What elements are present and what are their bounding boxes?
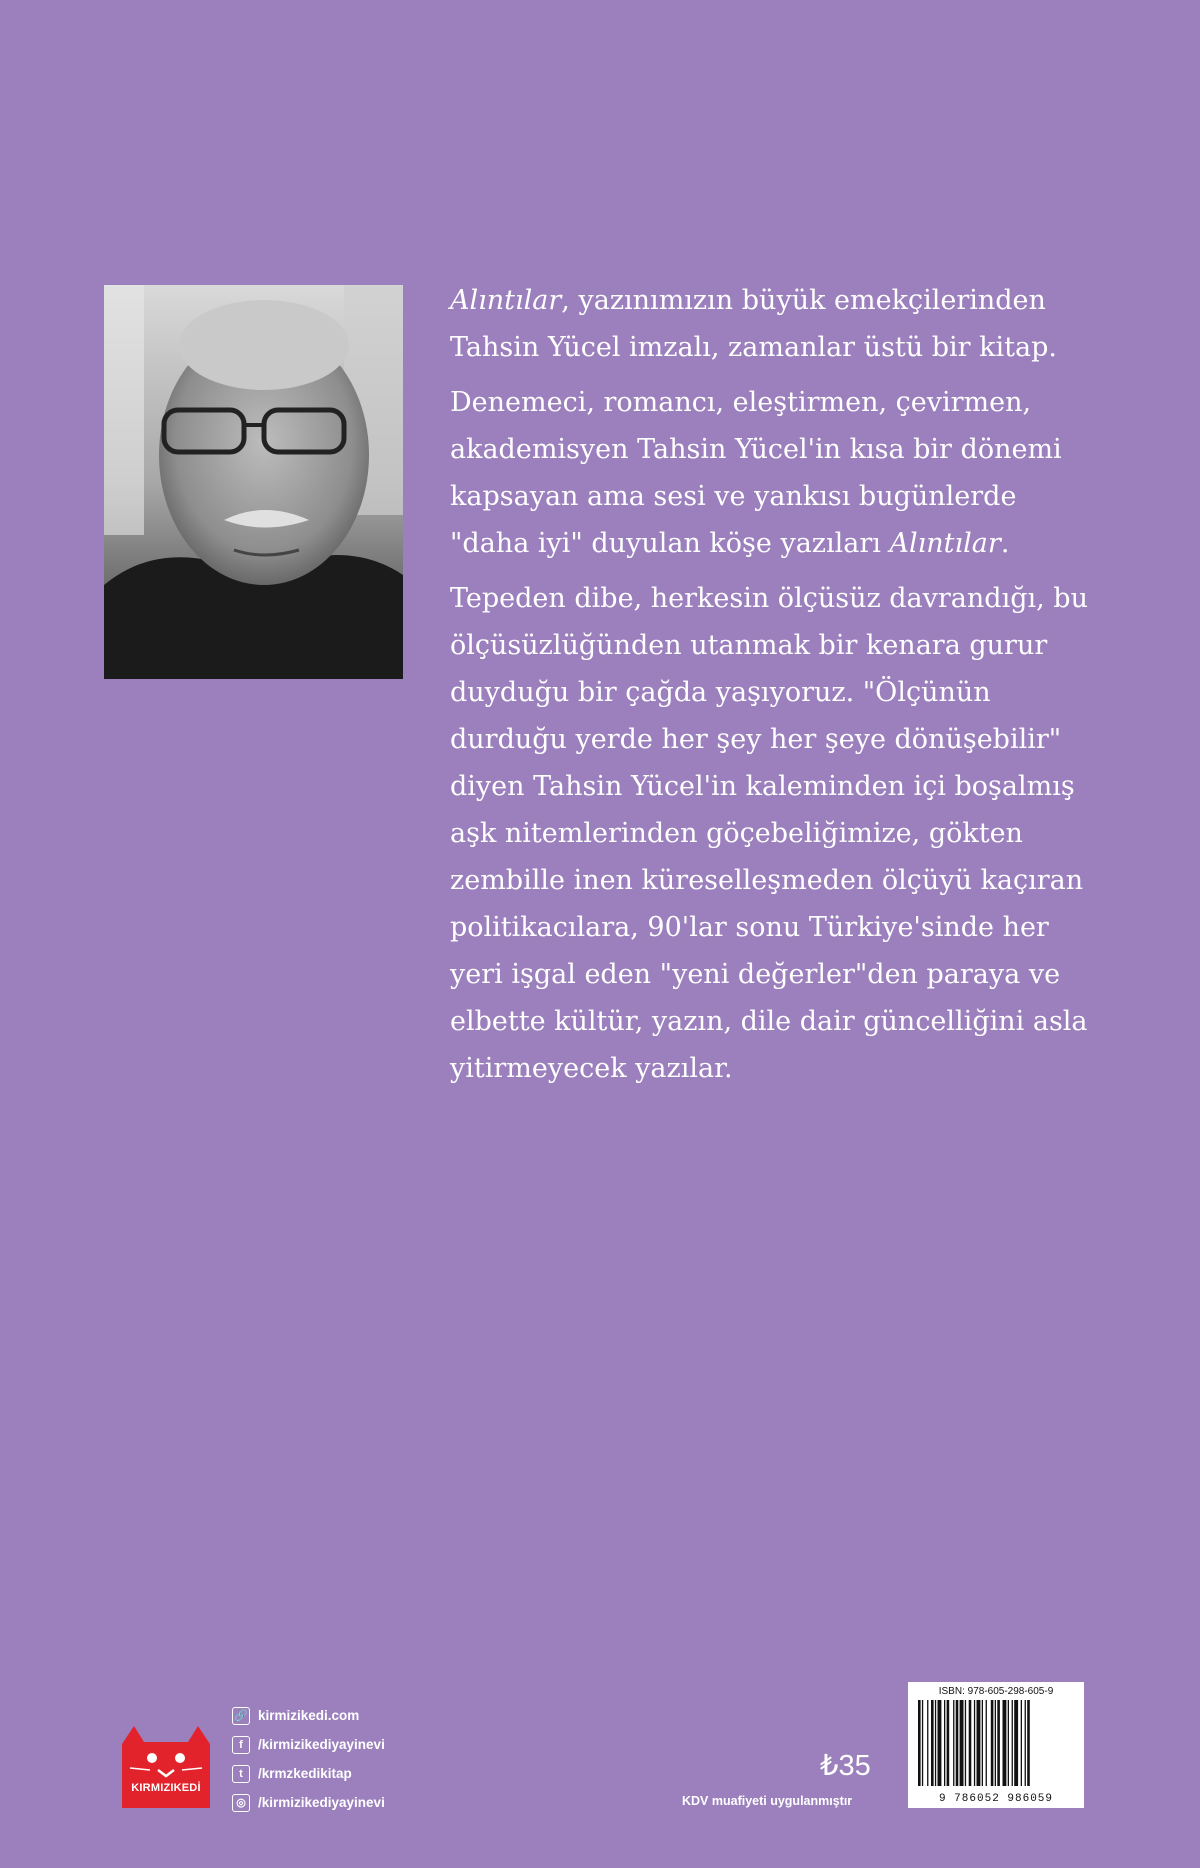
barcode-bar	[965, 1700, 966, 1786]
barcode-bar	[960, 1700, 964, 1786]
blurb-text: Denemeci, romancı, eleştirmen, çevirmen, akademisyen Tahsin Yücel'in kısa bir dönemi kapsayan ama sesi ve yankısı bugünlerde "daha iyi" duyulan köşe yazıları	[450, 387, 1062, 559]
barcode-bar	[986, 1700, 987, 1786]
barcode-bar	[977, 1700, 981, 1786]
barcode-bar	[982, 1700, 983, 1786]
publisher-social-links	[232, 1701, 432, 1817]
barcode-bar	[1027, 1700, 1030, 1786]
barcode-bar	[1003, 1700, 1007, 1786]
blurb-text: .	[1000, 528, 1010, 559]
isbn-digits: 9 786052 986059	[938, 1793, 1054, 1805]
blurb-paragraph-3: Tepeden dibe, herkesin ölçüsüz davrandığı, bu ölçüsüzlüğünden utanmak bir kenara gurur duyduğu bir çağda yaşıyoruz. "Ölçünün durduğu yerde her şey her şeye dönüşebilir" diyen Tahsin Yücel'in kaleminden içi boşalmış aşk nitemlerinden göçebeliğimize, gökten zembille inen küreselleşmeden ölçüyü kaçıran politikacılara, 90'lar sonu Türkiye'sinde her yeri işgal eden "yeni değerler"den paraya ve elbette kültür, yazın, dile dair güncelliğini asla yitirmeyecek yazılar.	[450, 583, 1088, 1084]
social-facebook[interactable]	[232, 1730, 432, 1759]
barcode-bar	[947, 1700, 950, 1786]
social-twitter[interactable]	[232, 1759, 432, 1788]
barcode-bar	[1014, 1700, 1018, 1786]
publisher-logo	[116, 1712, 216, 1808]
barcode-bar	[1012, 1700, 1013, 1786]
isbn-label: ISBN: 978-605-298-605-9	[938, 1686, 1054, 1697]
barcode-bars	[916, 1700, 1076, 1786]
isbn-barcode	[908, 1682, 1084, 1808]
barcode-bar	[931, 1700, 934, 1786]
barcode-bar	[974, 1700, 975, 1786]
social-website[interactable]	[232, 1701, 432, 1730]
blurb-paragraph-2	[450, 379, 1100, 567]
barcode-bar	[995, 1700, 996, 1786]
blurb-paragraph-1	[450, 277, 1100, 371]
barcode-bar	[935, 1700, 936, 1786]
book-title: Alıntılar	[450, 285, 562, 316]
barcode-bar	[997, 1700, 1000, 1786]
social-twitter-text: /krmzkedikitap	[258, 1766, 352, 1781]
barcode-bar	[922, 1700, 923, 1786]
twitter-icon: t	[232, 1765, 250, 1783]
barcode-bar	[969, 1700, 972, 1786]
blurb-text: , yazınımızın büyük emekçilerinden Tahsin Yücel imzalı, zamanlar üstü bir kitap.	[450, 285, 1057, 363]
barcode-bar	[944, 1700, 945, 1786]
logo-wordmark: KIRMIZIKEDİ	[131, 1782, 201, 1794]
social-instagram-text: /kirmizikediyayinevi	[258, 1795, 385, 1810]
back-cover-blurb	[450, 277, 1100, 1100]
barcode-bar	[1008, 1700, 1009, 1786]
barcode-bar	[956, 1700, 959, 1786]
price: ₺35	[820, 1750, 871, 1782]
author-photo	[104, 285, 403, 679]
barcode-bar	[953, 1700, 954, 1786]
barcode-bar	[991, 1700, 994, 1786]
barcode-bar	[938, 1700, 942, 1786]
book-title: Alıntılar	[889, 528, 1001, 559]
facebook-icon: f	[232, 1736, 250, 1754]
social-website-text: kirmizikedi.com	[258, 1708, 360, 1723]
link-icon: 🔗	[232, 1707, 250, 1725]
barcode-bar	[927, 1700, 928, 1786]
instagram-icon: ◎	[232, 1794, 250, 1812]
barcode-bar	[1025, 1700, 1026, 1786]
barcode-bar	[918, 1700, 921, 1786]
social-instagram[interactable]	[232, 1788, 432, 1817]
barcode-bar	[1021, 1700, 1022, 1786]
social-facebook-text: /kirmizikediyayinevi	[258, 1737, 385, 1752]
kdv-note: KDV muafiyeti uygulanmıştır	[682, 1794, 853, 1808]
